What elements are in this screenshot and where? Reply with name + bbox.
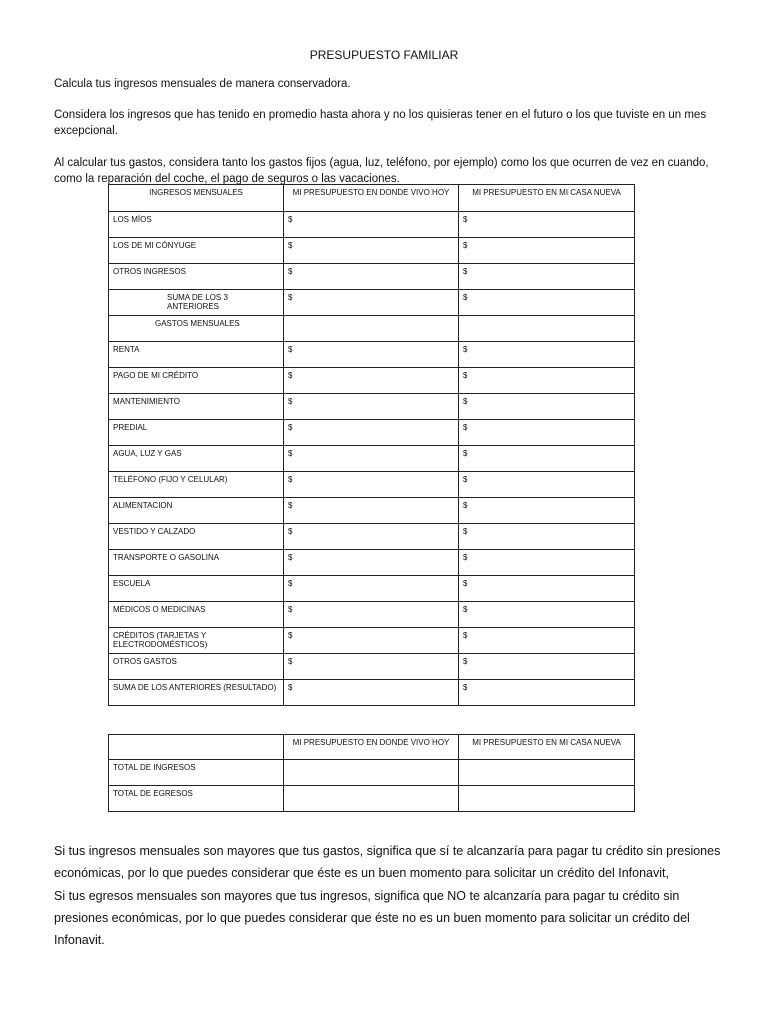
summary-table (108, 734, 635, 812)
cell-vivo-hoy[interactable]: $ (284, 368, 459, 394)
budget-row (109, 680, 635, 706)
budget-row (109, 342, 635, 368)
cell-vivo-hoy[interactable]: $ (284, 290, 459, 316)
budget-row (109, 316, 635, 342)
budget-row (109, 264, 635, 290)
cell-casa-nueva[interactable]: $ (459, 524, 635, 550)
row-label: ESCUELA (109, 576, 284, 602)
cell-vivo-hoy[interactable]: $ (284, 628, 459, 654)
row-label: SUMA DE LOS 3 ANTERIORES (109, 290, 284, 316)
cell-casa-nueva[interactable]: $ (459, 394, 635, 420)
row-label: OTROS GASTOS (109, 654, 284, 680)
intro-paragraph-2: Considera los ingresos que has tenido en promedio hasta ahora y no los quisieras tener en el futuro o los que tuviste en un mes excepcional. (54, 109, 707, 137)
cell-casa-nueva[interactable]: $ (459, 368, 635, 394)
summary-cell-casa-nueva[interactable] (459, 760, 635, 786)
row-label: MANTENIMIENTO (109, 394, 284, 420)
row-label: SUMA DE LOS ANTERIORES (RESULTADO) (109, 680, 284, 706)
row-label: RENTA (109, 342, 284, 368)
row-label: LOS MÍOS (109, 212, 284, 238)
cell-casa-nueva[interactable]: $ (459, 576, 635, 602)
footer-paragraph-1: Si tus ingresos mensuales son mayores que tus gastos, significa que sí te alcanzaría para pagar tu crédito sin presiones económicas, por lo que puedes considerar que éste es un buen momento para solicitar un crédito del Infonavit, (54, 844, 721, 880)
summary-body (109, 760, 635, 812)
budget-row (109, 290, 635, 316)
budget-body (109, 212, 635, 706)
row-label: MÉDICOS O MEDICINAS (109, 602, 284, 628)
header-casa-nueva: MI PRESUPUESTO EN MI CASA NUEVA (459, 185, 635, 212)
budget-row (109, 576, 635, 602)
header-ingresos: INGRESOS MENSUALES (109, 185, 284, 212)
cell-vivo-hoy[interactable]: $ (284, 602, 459, 628)
summary-header-vivo-hoy: MI PRESUPUESTO EN DONDE VIVO HOY (284, 735, 459, 760)
summary-cell-vivo-hoy[interactable] (284, 786, 459, 812)
cell-vivo-hoy[interactable]: $ (284, 550, 459, 576)
cell-vivo-hoy[interactable]: $ (284, 342, 459, 368)
budget-row (109, 368, 635, 394)
budget-row (109, 446, 635, 472)
page-title: PRESUPUESTO FAMILIAR (309, 48, 459, 62)
row-label: AGUA, LUZ Y GAS (109, 446, 284, 472)
cell-casa-nueva[interactable]: $ (459, 420, 635, 446)
intro-paragraph-1: Calcula tus ingresos mensuales de manera conservadora. (54, 78, 351, 90)
budget-row (109, 654, 635, 680)
budget-row (109, 550, 635, 576)
cell-casa-nueva[interactable]: $ (459, 654, 635, 680)
cell-vivo-hoy[interactable]: $ (284, 446, 459, 472)
cell-casa-nueva[interactable]: $ (459, 550, 635, 576)
header-vivo-hoy: MI PRESUPUESTO EN DONDE VIVO HOY (284, 185, 459, 212)
summary-header-row (109, 735, 635, 760)
summary-row-label: TOTAL DE EGRESOS (109, 786, 284, 812)
cell-vivo-hoy[interactable]: $ (284, 472, 459, 498)
summary-header-casa-nueva: MI PRESUPUESTO EN MI CASA NUEVA (459, 735, 635, 760)
budget-header-row (109, 185, 635, 212)
cell-casa-nueva[interactable]: $ (459, 212, 635, 238)
summary-row-label: TOTAL DE INGRESOS (109, 760, 284, 786)
summary-cell-casa-nueva[interactable] (459, 786, 635, 812)
row-label: TELÉFONO (FIJO Y CELULAR) (109, 472, 284, 498)
budget-table (108, 184, 635, 706)
cell-vivo-hoy[interactable]: $ (284, 498, 459, 524)
cell-casa-nueva[interactable]: $ (459, 446, 635, 472)
cell-vivo-hoy[interactable]: $ (284, 264, 459, 290)
budget-row (109, 420, 635, 446)
budget-row (109, 524, 635, 550)
cell-casa-nueva[interactable]: $ (459, 342, 635, 368)
cell-casa-nueva[interactable] (459, 316, 635, 342)
cell-casa-nueva[interactable]: $ (459, 264, 635, 290)
row-label: OTROS INGRESOS (109, 264, 284, 290)
cell-vivo-hoy[interactable] (284, 316, 459, 342)
budget-row (109, 472, 635, 498)
cell-vivo-hoy[interactable]: $ (284, 524, 459, 550)
cell-vivo-hoy[interactable]: $ (284, 576, 459, 602)
cell-vivo-hoy[interactable]: $ (284, 238, 459, 264)
budget-row (109, 628, 635, 654)
summary-header-empty (109, 735, 284, 760)
budget-row (109, 212, 635, 238)
summary-row (109, 760, 635, 786)
budget-row (109, 602, 635, 628)
row-label: ALIMENTACION (109, 498, 284, 524)
summary-row (109, 786, 635, 812)
budget-row (109, 394, 635, 420)
intro-paragraph-3: Al calcular tus gastos, considera tanto los gastos fijos (agua, luz, teléfono, por ejemplo) como los que ocurren de vez en cuando, como la reparación del coche, el pago de seguros o las vacaciones. (54, 157, 709, 185)
footer-paragraph-2: Si tus egresos mensuales son mayores que tus ingresos, significa que NO te alcanzaría para pagar tu crédito sin presiones económicas, por lo que puedes considerar que éste no es un buen momento para solicitar un crédito del Infonavit. (54, 889, 690, 947)
row-label: CRÉDITOS (TARJETAS Y ELECTRODOMÉSTICOS) (109, 628, 284, 654)
cell-casa-nueva[interactable]: $ (459, 680, 635, 706)
cell-vivo-hoy[interactable]: $ (284, 420, 459, 446)
cell-vivo-hoy[interactable]: $ (284, 680, 459, 706)
cell-vivo-hoy[interactable]: $ (284, 212, 459, 238)
row-label: LOS DE MI CÓNYUGE (109, 238, 284, 264)
row-label: VESTIDO Y CALZADO (109, 524, 284, 550)
budget-row (109, 498, 635, 524)
row-label: PREDIAL (109, 420, 284, 446)
row-label: PAGO DE MI CRÉDITO (109, 368, 284, 394)
cell-casa-nueva[interactable]: $ (459, 290, 635, 316)
cell-vivo-hoy[interactable]: $ (284, 394, 459, 420)
row-label: GASTOS MENSUALES (109, 316, 284, 342)
summary-cell-vivo-hoy[interactable] (284, 760, 459, 786)
budget-row (109, 238, 635, 264)
cell-vivo-hoy[interactable]: $ (284, 654, 459, 680)
cell-casa-nueva[interactable]: $ (459, 628, 635, 654)
cell-casa-nueva[interactable]: $ (459, 472, 635, 498)
cell-casa-nueva[interactable]: $ (459, 602, 635, 628)
cell-casa-nueva[interactable]: $ (459, 498, 635, 524)
cell-casa-nueva[interactable]: $ (459, 238, 635, 264)
row-label: TRANSPORTE O GASOLINA (109, 550, 284, 576)
